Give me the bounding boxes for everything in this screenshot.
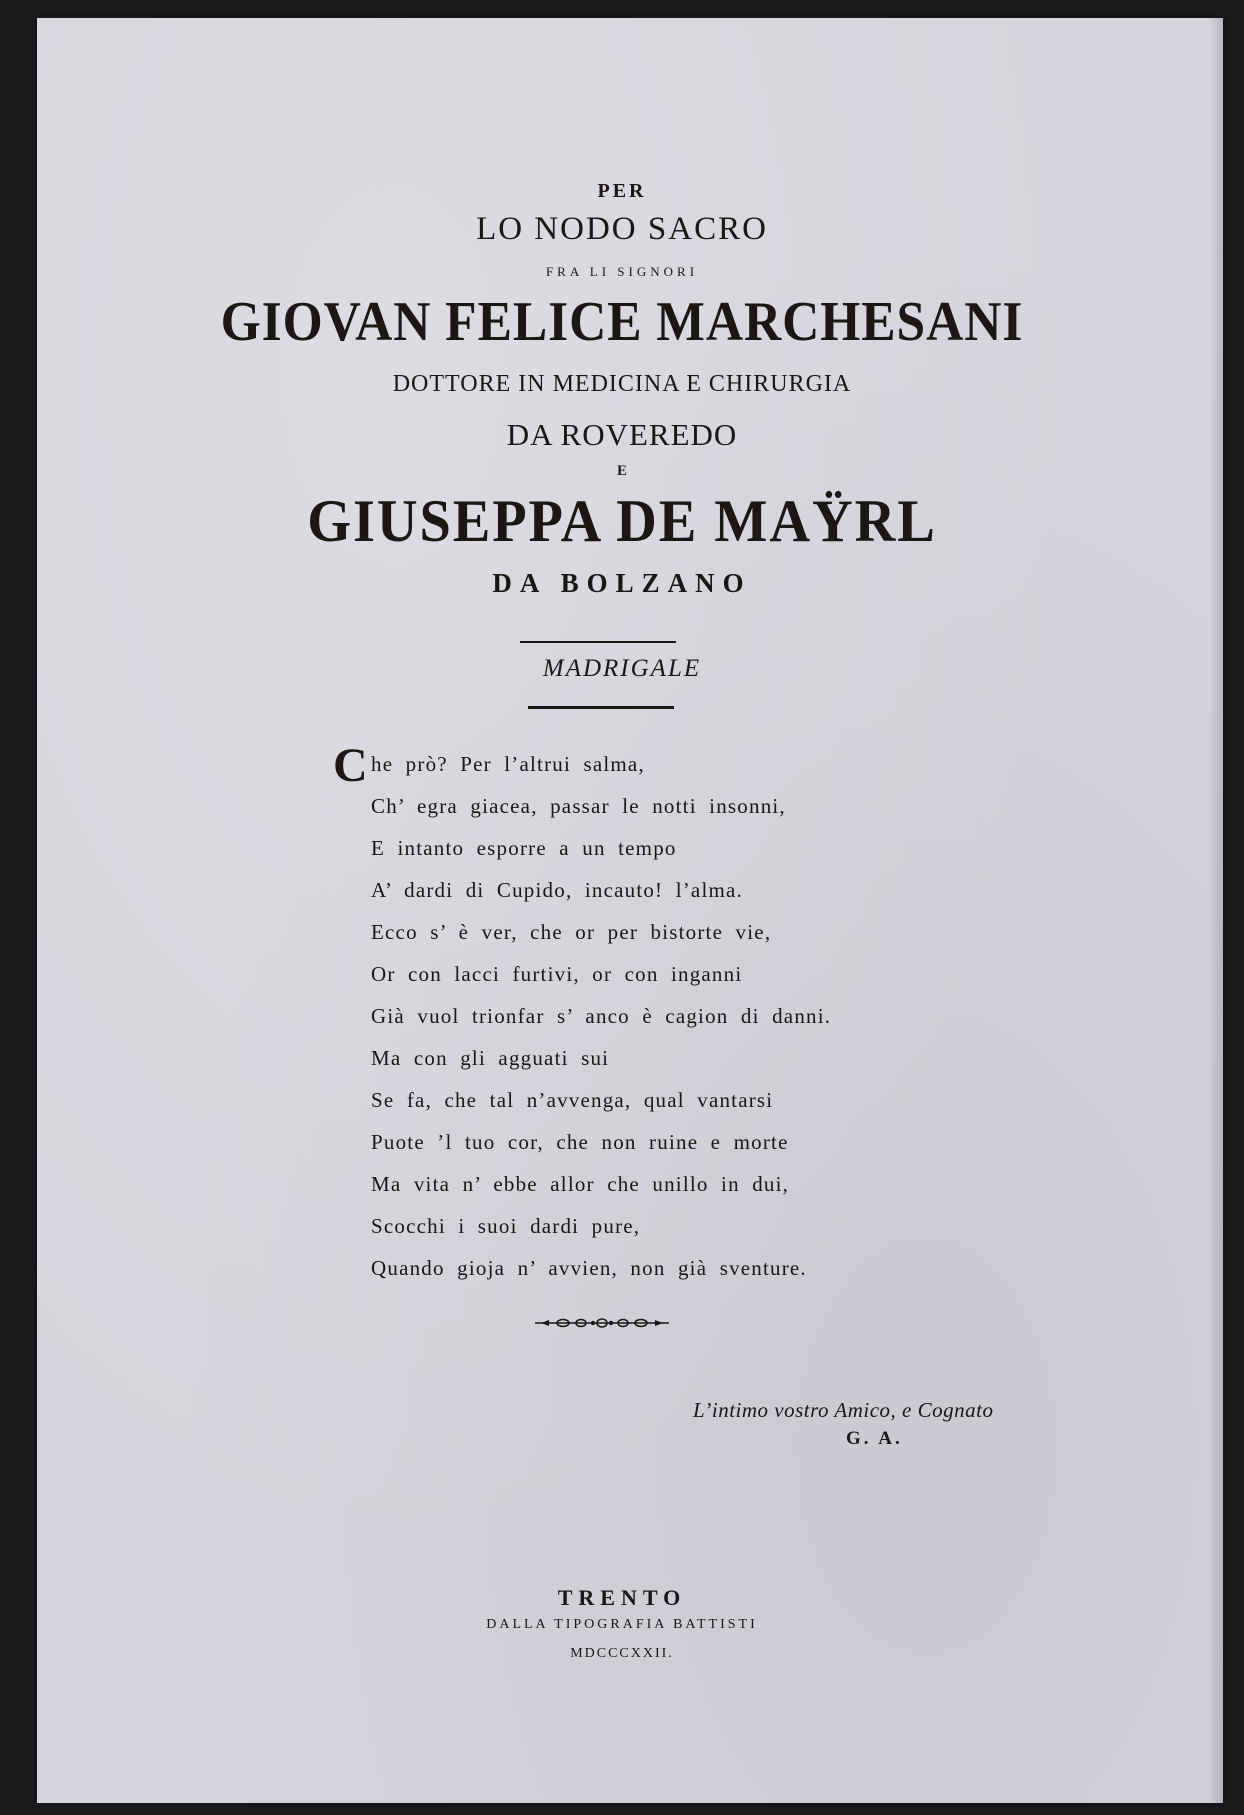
paper-sheet [37,18,1223,1803]
dedication-occasion: LO NODO SACRO [476,211,768,247]
poem-line: Or con lacci furtivi, or con inganni [371,962,743,986]
dedication-per: PER [597,180,647,202]
poem-line: he prò? Per l’altrui salma, [371,752,645,776]
poem-line: Ma con gli agguati sui [371,1046,610,1070]
ornament-flourish [535,1316,669,1330]
groom-name: GIOVAN FELICE MARCHESANI [220,291,1024,353]
imprint-printer: DALLA TIPOGRAFIA BATTISTI [486,1617,758,1632]
divider-rule-top [520,641,676,643]
groom-profession: DOTTORE IN MEDICINA E CHIRURGIA [392,371,852,397]
poem-title: MADRIGALE [542,655,702,682]
poem-line: E intanto esporre a un tempo [371,836,677,860]
poem-line: A’ dardi di Cupido, incauto! l’alma. [371,878,743,902]
bride-origin: DA BOLZANO [492,568,752,598]
poem-dropcap: C [333,739,368,792]
groom-origin: DA ROVEREDO [506,417,738,452]
poem-line: Se fa, che tal n’avvenga, qual vantarsi [371,1088,774,1112]
poem-line: Ma vita n’ ebbe allor che unillo in dui, [371,1172,790,1196]
poem-line: Ecco s’ è ver, che or per bistorte vie, [371,920,772,944]
signature-initials: G. A. [846,1428,903,1449]
signature-line: L’intimo vostro Amico, e Cognato [693,1398,994,1422]
poem-line: Scocchi i suoi dardi pure, [371,1214,641,1238]
bride-name: GIUSEPPA DE MAŸRL [307,488,937,554]
dedication-between: FRA LI SIGNORI [545,264,699,279]
conjunction: E [616,463,627,479]
poem-line: Quando gioja n’ avvien, non già sventure. [371,1256,807,1280]
divider-rule-bottom [528,706,674,709]
imprint-city: TRENTO [557,1585,687,1610]
poem-line: Ch’ egra giacea, passar le notti insonni, [371,794,786,818]
imprint-year: MDCCCXXII. [570,1646,674,1661]
poem-line: Già vuol trionfar s’ anco è cagion di danni. [371,1004,832,1028]
poem-line: Puote ’l tuo cor, che non ruine e morte [371,1130,789,1154]
